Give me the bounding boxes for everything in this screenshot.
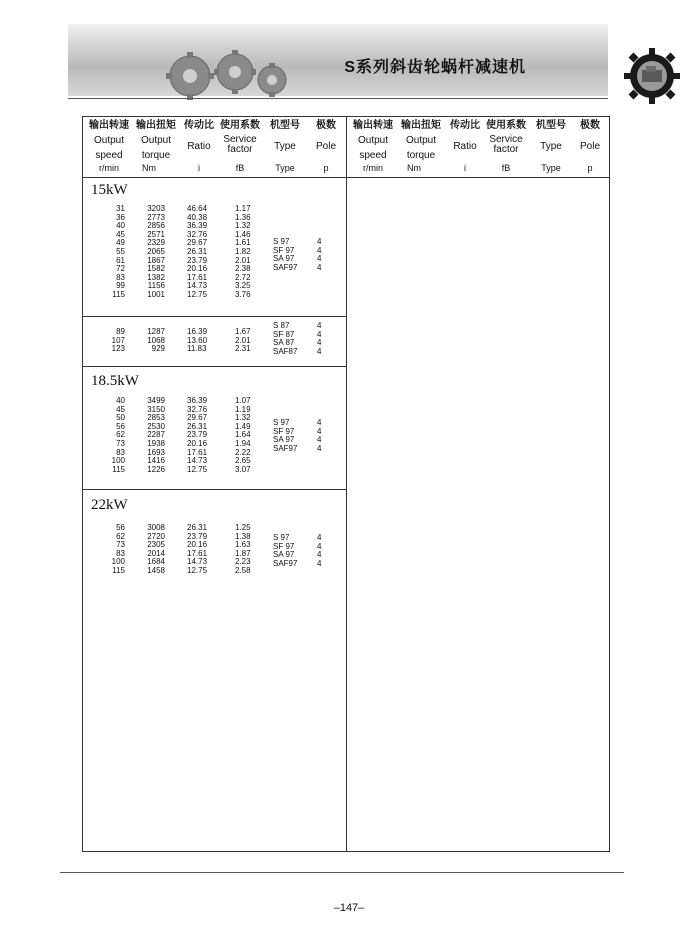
unit-ratio: i xyxy=(198,163,200,173)
selection-table xyxy=(82,116,610,852)
unit-pole: p xyxy=(587,163,593,173)
column-divider xyxy=(346,117,347,851)
footer-rule xyxy=(60,872,624,873)
col-type: 机型号 Type xyxy=(536,120,566,152)
fb-column: 1.25 1.38 1.63 1.87 2.23 2.58 xyxy=(235,523,251,575)
torque-column: 3203 2773 2856 2571 2329 2065 1867 1582 1382 1156 1001 xyxy=(147,204,165,299)
unit-type: Type xyxy=(541,163,561,173)
ratio-column: 26.31 23.79 20.16 17.61 14.73 12.75 xyxy=(187,523,208,575)
gears-illustration-icon xyxy=(160,46,300,106)
type-pole-list: S 87 4 SF 87 4 SA 87 4 SAF87 4 xyxy=(273,321,322,356)
unit-speed: r/min xyxy=(99,163,119,173)
col-ratio: 传动比 Ratio xyxy=(184,120,214,152)
col-output-speed: 输出转速 Output speed xyxy=(89,120,129,161)
speed-column: 89 107 123 xyxy=(111,327,125,354)
fb-column: 1.67 2.01 2.31 xyxy=(235,327,251,354)
reducer-gear-icon xyxy=(624,48,680,104)
torque-column: 3008 2720 2305 2014 1684 1458 xyxy=(147,523,165,575)
power-heading: 22kW xyxy=(91,497,128,513)
unit-speed: r/min xyxy=(363,163,383,173)
type-pole-list: S 97 4 SF 97 4 SA 97 4 SAF97 4 xyxy=(273,237,322,272)
type-pole-list: S 97 4 SF 97 4 SA 97 4 SAF97 4 xyxy=(273,533,322,568)
col-output-torque: 输出扭矩 Output torque xyxy=(136,120,176,161)
col-service-factor: 使用系数 Service factor xyxy=(486,120,526,155)
header-banner xyxy=(68,24,608,96)
ratio-column: 36.39 32.76 29.67 26.31 23.79 20.16 17.61 14.73 12.75 xyxy=(187,396,208,474)
torque-column: 3499 3150 2853 2530 2287 1938 1693 1416 1226 xyxy=(147,396,165,474)
col-type: 机型号 Type xyxy=(270,120,300,152)
col-pole: 极数 Pole xyxy=(579,120,600,152)
unit-type: Type xyxy=(275,163,295,173)
header-rule xyxy=(68,98,608,99)
type-pole-list: S 97 4 SF 97 4 SA 97 4 SAF97 4 xyxy=(273,418,322,453)
fb-column: 1.07 1.19 1.32 1.49 1.64 1.94 2.22 2.65 3.07 xyxy=(235,396,251,474)
col-pole: 极数 Pole xyxy=(315,120,336,152)
speed-column: 31 36 40 45 49 55 61 72 83 99 115 xyxy=(112,204,125,299)
unit-fb: fB xyxy=(235,163,245,173)
unit-torque: Nm xyxy=(142,163,156,173)
section-divider xyxy=(83,366,346,367)
unit-fb: fB xyxy=(501,163,511,173)
unit-pole: p xyxy=(323,163,329,173)
col-service-factor: 使用系数 Service factor xyxy=(220,120,260,155)
group-divider xyxy=(83,316,346,317)
fb-column: 1.17 1.36 1.32 1.46 1.61 1.82 2.01 2.38 2.72 3.25 3.76 xyxy=(235,204,251,299)
power-heading: 18.5kW xyxy=(91,373,139,389)
power-heading: 15kW xyxy=(91,182,128,198)
page-title: S系列斜齿轮蜗杆减速机 xyxy=(344,59,526,76)
ratio-column: 46.64 40.38 36.39 32.76 29.67 26.31 23.79 20.16 17.61 14.73 12.75 xyxy=(187,204,208,299)
torque-column: 1287 1068 929 xyxy=(147,327,165,354)
page-number: –147– xyxy=(333,902,365,914)
unit-torque: Nm xyxy=(407,163,421,173)
header-rule xyxy=(83,177,609,178)
col-output-torque: 输出扭矩 Output torque xyxy=(401,120,441,161)
section-divider xyxy=(83,489,346,490)
col-output-speed: 输出转速 Output speed xyxy=(353,120,393,161)
col-ratio: 传动比 Ratio xyxy=(450,120,480,152)
unit-ratio: i xyxy=(464,163,466,173)
speed-column: 40 45 50 56 62 73 83 100 115 xyxy=(111,396,125,474)
speed-column: 56 62 73 83 100 115 xyxy=(111,523,125,575)
ratio-column: 16.39 13.60 11.83 xyxy=(187,327,208,354)
